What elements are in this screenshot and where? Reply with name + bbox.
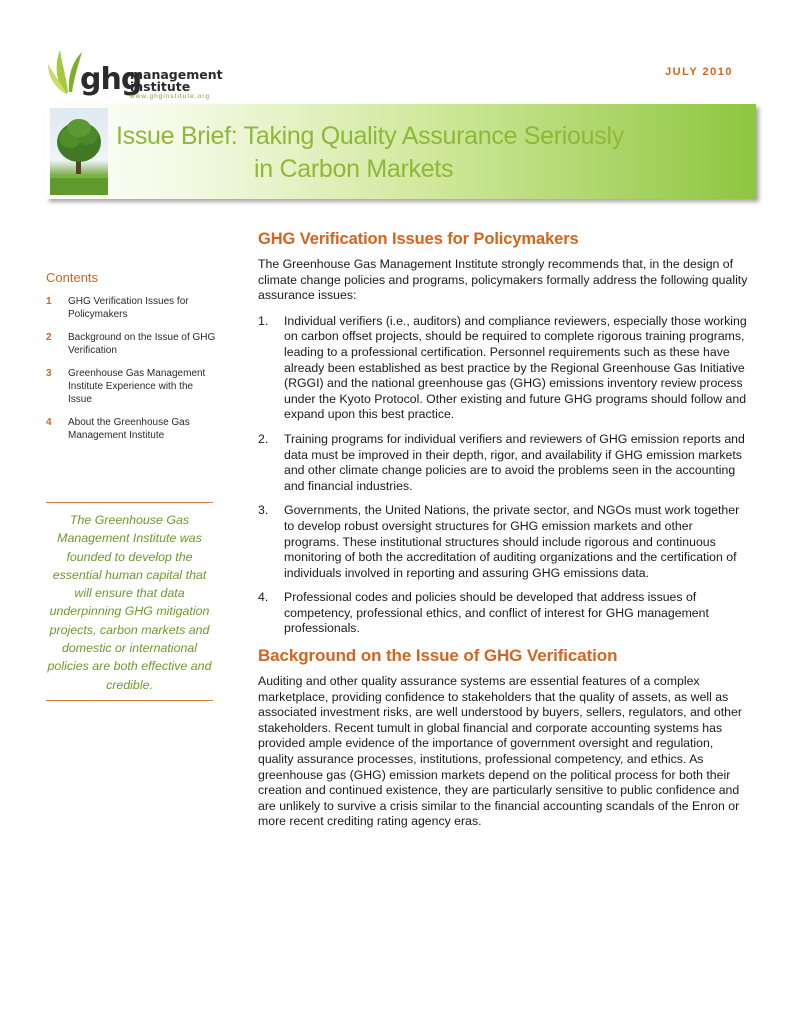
toc-item[interactable]: [46, 416, 216, 442]
list-number: 4.: [258, 590, 269, 605]
toc-text: GHG Verification Issues for Policymakers: [68, 296, 189, 320]
list-number: 1.: [258, 313, 269, 328]
contents-heading: Contents: [46, 270, 99, 285]
page-title: [116, 120, 746, 186]
list-text: Governments, the United Nations, the private sector, and NGOs must work together to develop robust oversight structures for GHG emission markets and other programs. These institutional structures should include rigorous and continuous monitoring of both the accreditation of auditing organizations and the certification of individuals involved in reporting and assuring GHG emissions data.: [284, 503, 740, 580]
publication-date: JULY 2010: [665, 66, 733, 78]
pull-quote: The Greenhouse Gas Management Institute was founded to develop the essential human capital that will ensure that data underpinning GHG mitigation projects, carbon markets and domestic or international policies are both effective and credible.: [46, 502, 213, 701]
list-number: 2.: [258, 431, 269, 446]
section-heading-verification: GHG Verification Issues for Policymakers: [258, 230, 579, 248]
toc-number: 2: [46, 332, 52, 343]
list-text: Training programs for individual verifiers and reviewers of GHG emission reports and data must be improved in their depth, rigor, and availability if GHG emission markets and other climate change policies are to avoid the problems seen in the accounting and financial industries.: [284, 431, 745, 493]
list-number: 3.: [258, 503, 269, 518]
tree-image: [50, 108, 108, 195]
list-text: Individual verifiers (i.e., auditors) and compliance reviewers, especially those working on carbon offset projects, should be required to complete rigorous training programs, leading to a professional certification. Personnel requirements such as these have already been established as best practice by the Regional Greenhouse Gas Initiative (RGGI) and the national greenhouse gas (GHG) emissions inventory review process under the Kyoto Protocol. Other existing and future GHG programs should follow and expand upon this best practice.: [284, 313, 747, 422]
section-intro: The Greenhouse Gas Management Institute strongly recommends that, in the design of climate change policies and programs, policymakers formally address the following quality assurance issues:: [258, 257, 748, 303]
main-content: [258, 230, 750, 830]
table-of-contents: [46, 295, 216, 452]
title-line-1: Issue Brief: Taking Quality Assurance Seriously: [116, 122, 624, 150]
toc-text: Greenhouse Gas Management Institute Experience with the Issue: [68, 368, 206, 405]
toc-item[interactable]: [46, 331, 216, 357]
toc-text: Background on the Issue of GHG Verification: [68, 332, 216, 356]
section-body: Auditing and other quality assurance systems are essential features of a complex marketplace, providing confidence to stakeholders that the quality of assets, as well as associated investment risks, are well understood by buyers, sellers, regulators, and other stakeholders. Recent tumult in global financial and corporate accounting systems has provided ample evidence of the importance of government oversight and regulation, quality assurance processes, institutions, professional competency, and ethics. As greenhouse gas (GHG) emission markets depend on the political process for both their creation and continued existence, they are particularly sensitive to public confidence and are unlikely to survive a crisis similar to the financial accounting scandals of the Enron or more recent crediting rating agency eras.: [258, 674, 742, 829]
recommendations-list: [258, 314, 750, 637]
toc-number: 4: [46, 417, 52, 428]
title-line-2: in Carbon Markets: [254, 155, 454, 183]
list-item: [258, 590, 750, 637]
toc-item[interactable]: [46, 367, 216, 406]
toc-text: About the Greenhouse Gas Management Institute: [68, 417, 190, 441]
logo-url: www.ghginstitute.org: [130, 93, 210, 100]
list-item: [258, 314, 750, 423]
toc-number: 1: [46, 296, 52, 307]
list-item: [258, 503, 750, 581]
toc-item[interactable]: [46, 295, 216, 321]
ghg-logo: [46, 46, 246, 106]
title-banner: [46, 104, 756, 199]
logo-management-text: management institute: [130, 67, 223, 94]
list-text: Professional codes and policies should be developed that address issues of competency, professional ethics, and conflict of interest for GHG management professionals.: [284, 590, 709, 636]
toc-number: 3: [46, 368, 52, 379]
section-heading-background: Background on the Issue of GHG Verification: [258, 646, 618, 666]
list-item: [258, 432, 750, 494]
logo-ghg-text: ghg: [80, 62, 142, 97]
